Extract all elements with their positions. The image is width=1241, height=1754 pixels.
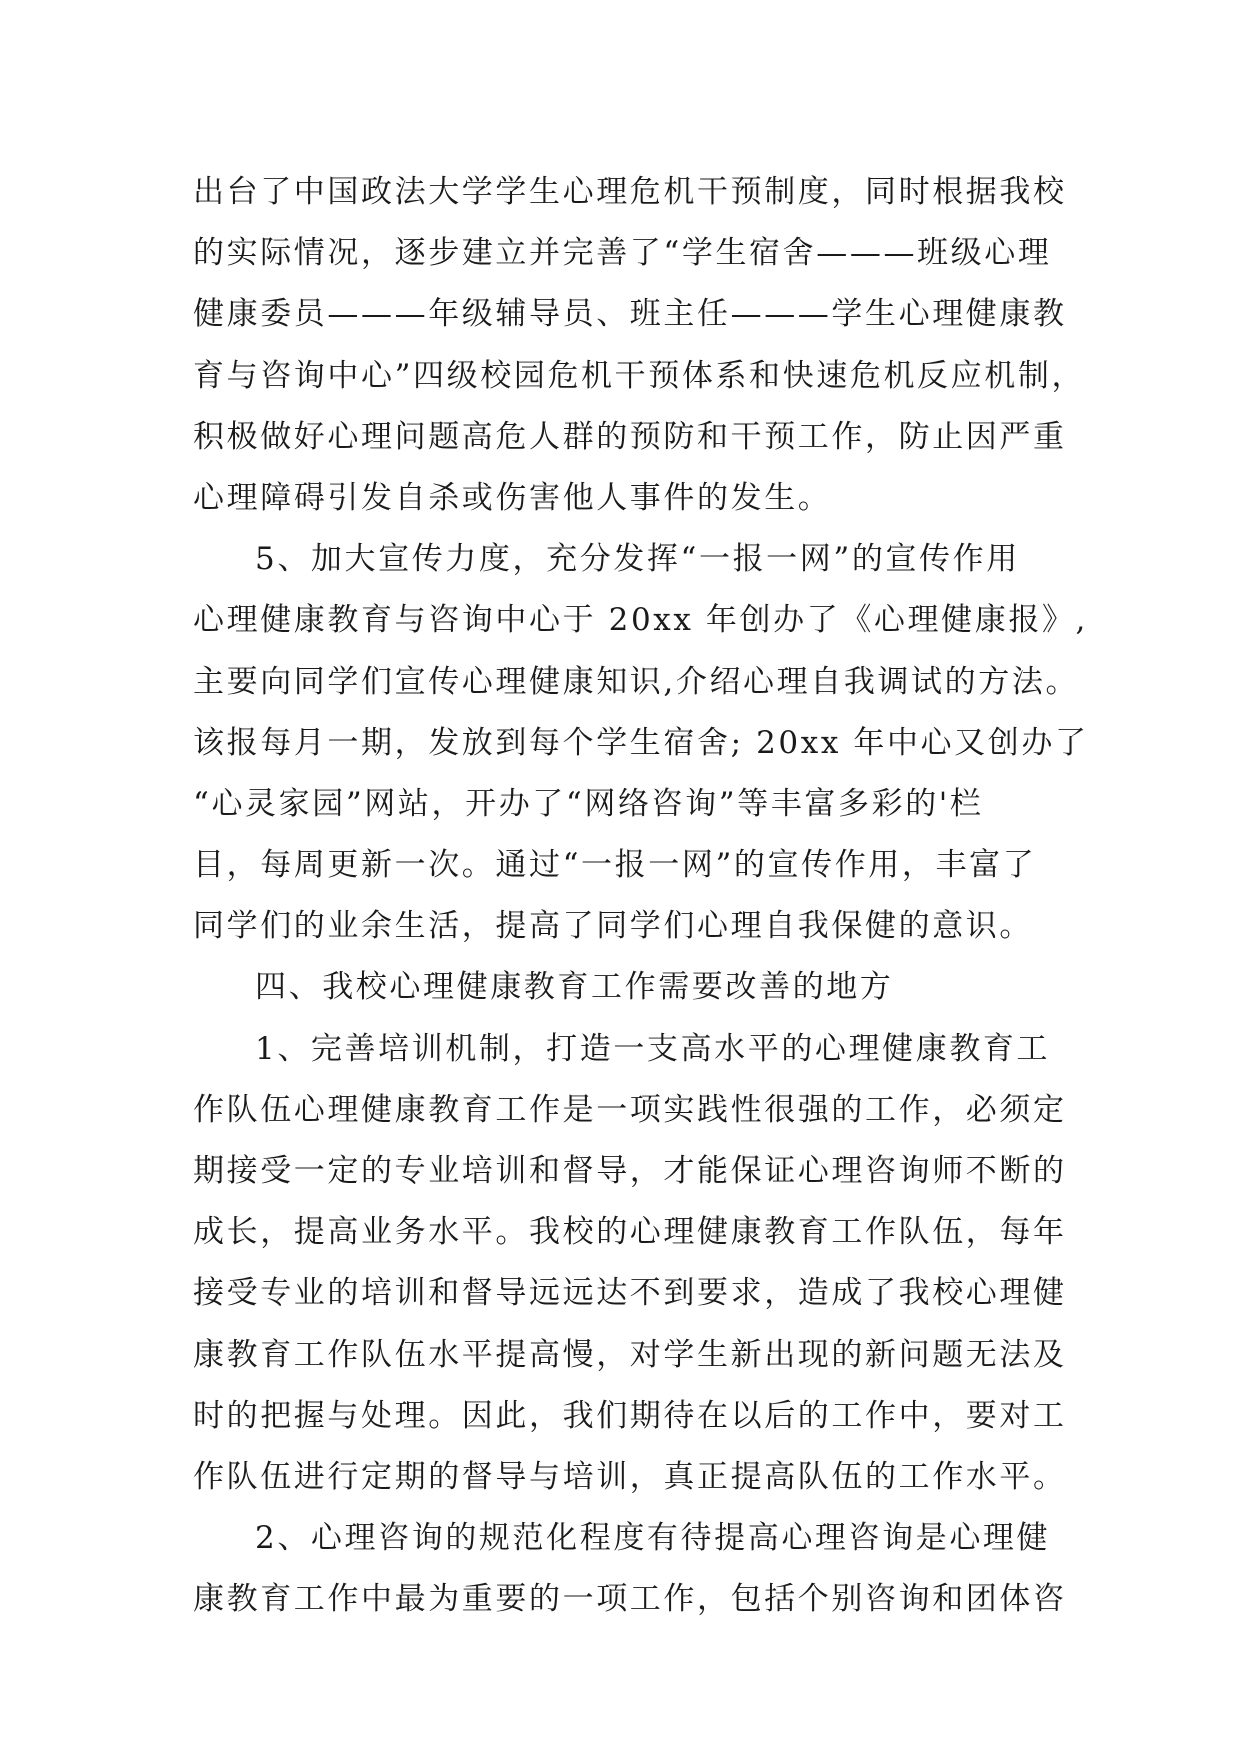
text-line: 出台了中国政法大学学生心理危机干预制度，同时根据我校 bbox=[193, 174, 1067, 210]
text-line: 心理健康教育与咨询中心于 20xx 年创办了《心理健康报》, bbox=[193, 602, 1088, 639]
text-line: 该报每月一期，发放到每个学生宿舍; 20xx 年中心又创办了 bbox=[193, 724, 1089, 761]
text-line: 作队伍进行定期的督导与培训，真正提高队伍的工作水平。 bbox=[193, 1458, 1067, 1495]
paragraph-first-line: 5、加大宣传力度，充分发挥“一报一网”的宣传作用 bbox=[255, 541, 1020, 578]
text-line: 积极做好心理问题高危人群的预防和干预工作，防止因严重 bbox=[193, 418, 1067, 455]
text-line: 期接受一定的专业培训和督导，才能保证心理咨询师不断的 bbox=[193, 1153, 1067, 1189]
text-line: 接受专业的培训和督导远远达不到要求，造成了我校心理健 bbox=[193, 1275, 1067, 1312]
text-line: 目，每周更新一次。通过“一报一网”的宣传作用，丰富了 bbox=[193, 847, 1037, 884]
document-body bbox=[193, 162, 1089, 1631]
text-line: 健康委员———年级辅导员、班主任———学生心理健康教 bbox=[193, 296, 1067, 333]
text-line: “心灵家园”网站，开办了“网络咨询”等丰富多彩的'栏 bbox=[193, 785, 984, 822]
text-line: 同学们的业余生活，提高了同学们心理自我保健的意识。 bbox=[193, 908, 1033, 945]
text-line: 主要向同学们宣传心理健康知识,介绍心理自我调试的方法。 bbox=[193, 663, 1080, 700]
text-line: 心理障碍引发自杀或伤害他人事件的发生。 bbox=[193, 479, 832, 516]
text-line: 作队伍心理健康教育工作是一项实践性很强的工作，必须定 bbox=[193, 1091, 1067, 1128]
text-line: 时的把握与处理。因此，我们期待在以后的工作中，要对工 bbox=[193, 1397, 1067, 1434]
text-line: 的实际情况，逐步建立并完善了“学生宿舍———班级心理 bbox=[193, 235, 1052, 272]
paragraph-first-line: 1、完善培训机制，打造一支高水平的心理健康教育工 bbox=[255, 1030, 1051, 1067]
text-line: 成长，提高业务水平。我校的心理健康教育工作队伍，每年 bbox=[193, 1214, 1067, 1251]
paragraph-first-line: 2、心理咨询的规范化程度有待提高心理咨询是心理健 bbox=[255, 1520, 1051, 1557]
section-heading: 四、我校心理健康教育工作需要改善的地方 bbox=[255, 969, 894, 1006]
text-line: 康教育工作队伍水平提高慢，对学生新出现的新问题无法及 bbox=[193, 1336, 1067, 1373]
text-line: 康教育工作中最为重要的一项工作，包括个别咨询和团体咨 bbox=[193, 1581, 1067, 1618]
text-line: 育与咨询中心”四级校园危机干预体系和快速危机反应机制， bbox=[193, 357, 1086, 394]
